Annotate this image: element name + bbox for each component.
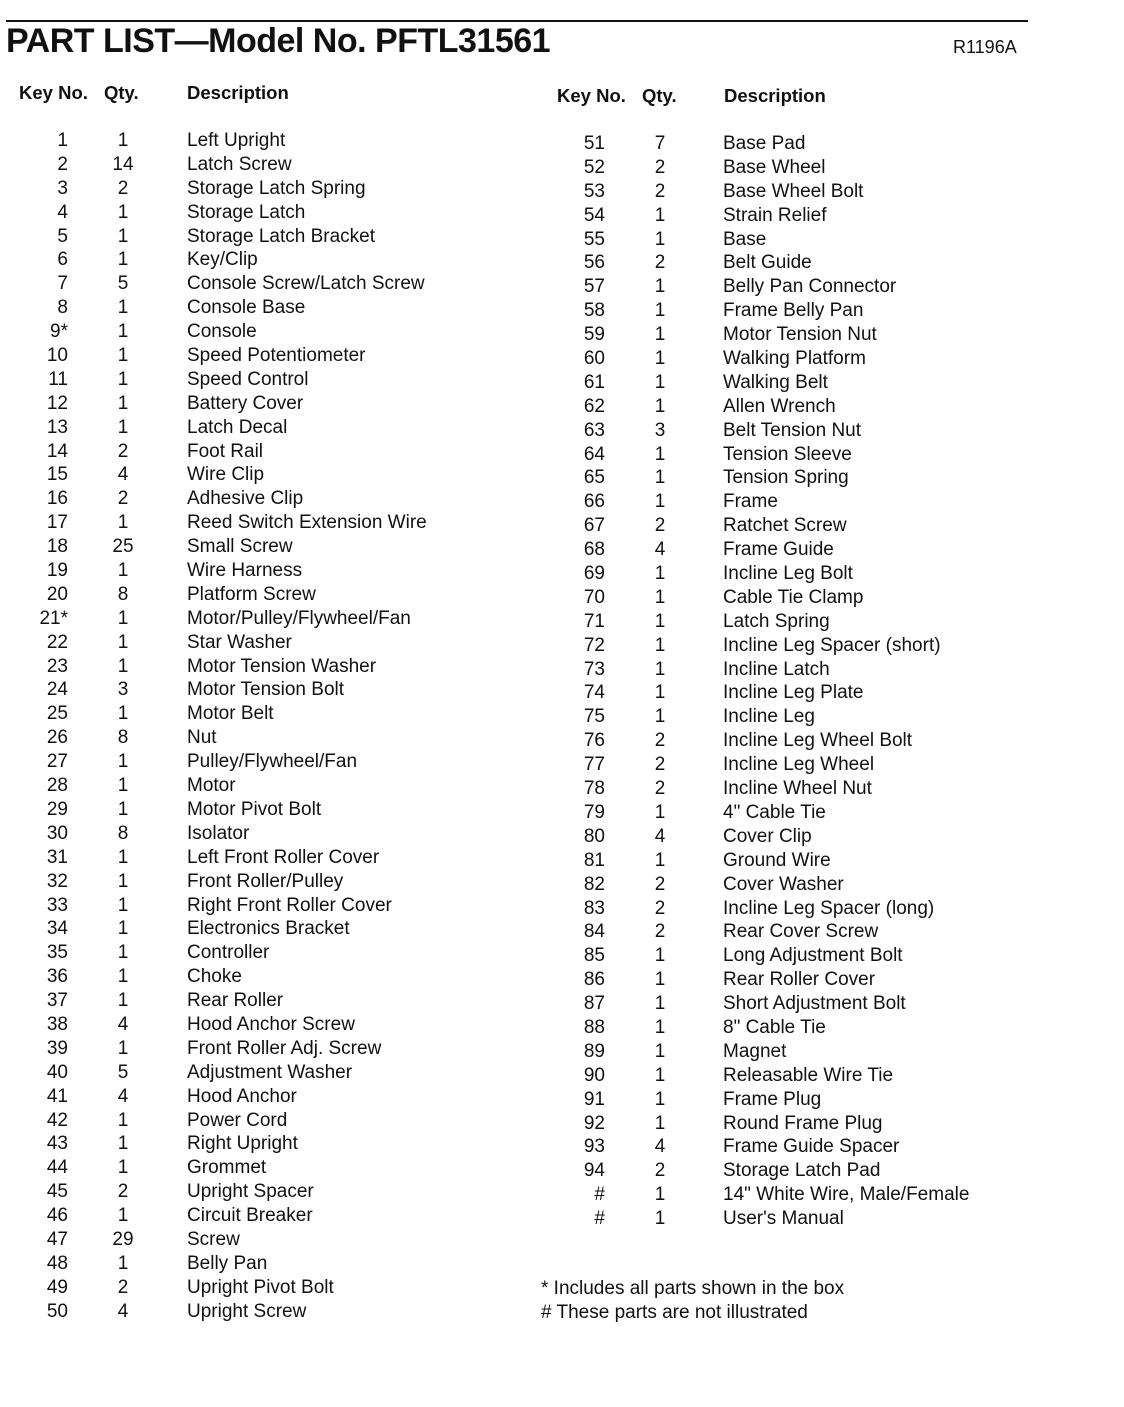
part-description: Belly Pan [187, 1252, 268, 1274]
part-qty: 4 [117, 1300, 129, 1322]
part-qty: 1 [117, 1037, 129, 1059]
part-key-no: 80 [583, 825, 605, 847]
part-key-no: 61 [583, 371, 605, 393]
part-key-no: 54 [583, 204, 605, 226]
part-description: Allen Wrench [723, 395, 836, 417]
part-key-no: 90 [583, 1064, 605, 1086]
part-key-no: 2 [57, 153, 68, 175]
part-qty: 4 [117, 1085, 129, 1107]
part-key-no: 51 [583, 133, 605, 154]
part-qty: 3 [654, 419, 666, 441]
part-qty: 7 [654, 133, 666, 154]
key-no-header: Key No. [557, 85, 626, 106]
part-description: Base Wheel Bolt [723, 180, 864, 202]
part-key-no: 68 [583, 539, 605, 561]
part-qty: 1 [654, 371, 666, 393]
part-key-no: 45 [46, 1181, 68, 1203]
part-description: Magnet [723, 1040, 787, 1062]
part-key-no: 69 [583, 563, 605, 585]
part-key-no: 21* [39, 607, 68, 629]
part-description: Frame Plug [723, 1088, 822, 1110]
part-key-no: 27 [46, 751, 68, 773]
part-qty: 2 [654, 873, 666, 895]
part-description: Upright Screw [187, 1300, 307, 1322]
part-description: Motor Pivot Bolt [187, 798, 322, 820]
part-qty: 2 [654, 515, 666, 537]
part-description: Pulley/Flywheel/Fan [187, 751, 358, 773]
part-qty: 1 [117, 249, 129, 271]
qty-header: Qty. [642, 85, 677, 106]
part-key-no: 59 [583, 324, 605, 346]
part-description: Incline Leg Spacer (short) [723, 634, 941, 656]
part-qty: 1 [117, 1205, 129, 1227]
part-qty: 1 [117, 345, 129, 367]
part-qty: 1 [654, 849, 666, 871]
part-key-no: 86 [583, 969, 605, 991]
part-qty: 1 [117, 894, 129, 916]
part-description: Rear Roller Cover [723, 969, 876, 991]
part-qty: 1 [117, 1109, 129, 1131]
part-key-no: 77 [583, 754, 605, 776]
part-description: Adhesive Clip [187, 488, 304, 510]
part-key-no: 50 [46, 1300, 68, 1322]
part-description: Motor Tension Nut [723, 324, 877, 346]
part-key-no: 78 [583, 778, 605, 800]
part-key-no: 91 [583, 1088, 605, 1110]
part-description: Incline Leg Bolt [723, 563, 853, 585]
part-key-no: 9* [50, 321, 68, 343]
part-description: Motor [187, 775, 236, 797]
part-key-no: 10 [46, 345, 68, 367]
part-key-no: 35 [46, 942, 68, 964]
part-description: Latch Decal [187, 416, 288, 438]
part-qty: 2 [654, 156, 666, 178]
part-description: Wire Harness [187, 560, 303, 582]
part-description: Small Screw [187, 536, 293, 558]
part-description: Wire Clip [187, 464, 265, 486]
part-description: Frame Guide [723, 539, 834, 561]
part-key-no: 70 [583, 586, 605, 608]
part-qty: 1 [654, 706, 666, 728]
footnote-asterisk: * Includes all parts shown in the box [541, 1278, 845, 1299]
part-description: Ground Wire [723, 849, 831, 871]
part-key-no: 31 [46, 846, 68, 868]
part-qty: 1 [117, 870, 129, 892]
part-description: Frame [723, 491, 778, 513]
part-key-no: 88 [583, 1016, 605, 1038]
part-qty: 1 [654, 563, 666, 585]
part-key-no: 17 [46, 512, 68, 534]
part-description: Releasable Wire Tie [723, 1064, 894, 1086]
part-key-no: 16 [46, 488, 68, 510]
part-qty: 1 [117, 297, 129, 319]
part-qty: 1 [654, 610, 666, 632]
part-description: Speed Control [187, 368, 309, 390]
part-key-no: 15 [46, 464, 68, 486]
part-qty: 1 [654, 1016, 666, 1038]
part-description: Latch Screw [187, 153, 292, 175]
part-description: Motor Tension Washer [187, 655, 377, 677]
part-key-no: 7 [57, 273, 68, 295]
part-key-no: 76 [583, 730, 605, 752]
part-key-no: 64 [583, 443, 605, 465]
part-description: Storage Latch Pad [723, 1160, 881, 1182]
part-qty: 1 [117, 1133, 129, 1155]
part-qty: 1 [654, 945, 666, 967]
part-qty: 1 [117, 416, 129, 438]
part-key-no: 48 [46, 1252, 68, 1274]
part-qty: 1 [117, 368, 129, 390]
part-qty: 1 [654, 993, 666, 1015]
part-qty: 1 [117, 392, 129, 414]
part-key-no: 82 [583, 873, 605, 895]
part-key-no: 65 [583, 467, 605, 489]
part-description: Incline Leg Plate [723, 682, 864, 704]
part-qty: 4 [117, 464, 129, 486]
page-title: PART LIST—Model No. PFTL31561 [6, 22, 551, 60]
part-description: Incline Leg Spacer (long) [723, 897, 935, 919]
part-qty: 1 [117, 1157, 129, 1179]
part-description: Key/Clip [187, 249, 258, 271]
part-key-no: 62 [583, 395, 605, 417]
part-qty: 1 [654, 204, 666, 226]
part-qty: 1 [654, 491, 666, 513]
part-key-no: 72 [583, 634, 605, 656]
part-qty: 4 [117, 1013, 129, 1035]
part-qty: 14 [112, 153, 134, 175]
part-description: Console Base [187, 297, 306, 319]
part-key-no: 6 [57, 249, 68, 271]
part-key-no: 83 [583, 897, 605, 919]
part-description: Nut [187, 727, 217, 749]
part-qty: 1 [654, 276, 666, 298]
part-qty: 1 [654, 658, 666, 680]
part-key-no: 42 [46, 1109, 68, 1131]
part-qty: 1 [117, 918, 129, 940]
part-description: Hood Anchor Screw [187, 1013, 355, 1035]
part-qty: 1 [654, 634, 666, 656]
part-key-no: 13 [46, 416, 68, 438]
part-description: Left Front Roller Cover [187, 846, 380, 868]
part-key-no: 14 [46, 440, 68, 462]
part-key-no: 73 [583, 658, 605, 680]
part-qty: 1 [654, 324, 666, 346]
part-qty: 2 [117, 1181, 129, 1203]
part-description: Belt Guide [723, 252, 812, 274]
part-qty: 25 [112, 536, 134, 558]
part-qty: 2 [117, 177, 129, 199]
part-qty: 1 [117, 560, 129, 582]
part-qty: 8 [117, 727, 129, 749]
part-description: Foot Rail [187, 440, 264, 462]
part-key-no: 38 [46, 1013, 68, 1035]
part-description: Circuit Breaker [187, 1205, 313, 1227]
part-qty: 1 [117, 631, 129, 653]
footnote-hash: # These parts are not illustrated [541, 1302, 808, 1323]
part-key-no: 33 [46, 894, 68, 916]
part-qty: 8 [117, 822, 129, 844]
part-qty: 1 [117, 751, 129, 773]
part-key-no: 41 [46, 1085, 68, 1107]
part-qty: 2 [654, 1160, 666, 1182]
part-description: Storage Latch Bracket [187, 225, 375, 247]
part-key-no: 28 [46, 775, 68, 797]
part-key-no: 43 [46, 1133, 68, 1155]
footnotes [541, 1277, 844, 1325]
part-qty: 1 [654, 395, 666, 417]
part-key-no: 81 [583, 849, 605, 871]
part-description: Power Cord [187, 1109, 288, 1131]
part-key-no: 60 [583, 348, 605, 370]
part-qty: 1 [117, 1252, 129, 1274]
part-qty: 1 [654, 467, 666, 489]
part-qty: 1 [117, 225, 129, 247]
part-key-no: 24 [46, 679, 68, 701]
part-description: Motor/Pulley/Flywheel/Fan [187, 607, 411, 629]
part-key-no: 25 [46, 703, 68, 725]
part-description: Controller [187, 942, 270, 964]
part-description: Console [187, 321, 257, 343]
part-qty: 1 [117, 775, 129, 797]
part-key-no: 66 [583, 491, 605, 513]
part-key-no: 12 [46, 392, 68, 414]
part-description: Front Roller/Pulley [187, 870, 344, 892]
part-qty: 2 [117, 1276, 129, 1298]
part-key-no: # [594, 1208, 605, 1230]
part-qty: 2 [117, 488, 129, 510]
part-qty: 1 [654, 801, 666, 823]
part-key-no: 36 [46, 966, 68, 988]
part-description: Walking Belt [723, 371, 828, 393]
part-description: Adjustment Washer [187, 1061, 353, 1083]
part-key-no: 19 [46, 560, 68, 582]
part-description: Star Washer [187, 631, 292, 653]
part-description: Reed Switch Extension Wire [187, 512, 427, 534]
part-key-no: 5 [57, 225, 68, 247]
part-qty: 1 [654, 586, 666, 608]
part-key-no: 23 [46, 655, 68, 677]
part-qty: 1 [117, 321, 129, 343]
part-description: Ratchet Screw [723, 515, 847, 537]
part-qty: 1 [117, 990, 129, 1012]
part-key-no: 40 [46, 1061, 68, 1083]
description-header: Description [187, 82, 289, 103]
part-key-no: 30 [46, 822, 68, 844]
part-key-no: 39 [46, 1037, 68, 1059]
part-description: Short Adjustment Bolt [723, 993, 906, 1015]
part-description: Right Upright [187, 1133, 298, 1155]
part-key-no: 79 [583, 801, 605, 823]
part-description: Rear Roller [187, 990, 284, 1012]
part-description: Console Screw/Latch Screw [187, 273, 425, 295]
part-key-no: 37 [46, 990, 68, 1012]
part-description: Tension Sleeve [723, 443, 852, 465]
part-key-no: 93 [583, 1136, 605, 1158]
part-description: Long Adjustment Bolt [723, 945, 903, 967]
part-description: Frame Guide Spacer [723, 1136, 900, 1158]
part-key-no: 74 [583, 682, 605, 704]
part-key-no: 1 [57, 130, 68, 151]
part-description: 14" White Wire, Male/Female [723, 1184, 970, 1206]
part-qty: 5 [117, 1061, 129, 1083]
part-description: User's Manual [723, 1208, 844, 1230]
part-key-no: 67 [583, 515, 605, 537]
part-description: Belt Tension Nut [723, 419, 862, 441]
part-description: Screw [187, 1228, 240, 1250]
part-key-no: 87 [583, 993, 605, 1015]
part-key-no: 89 [583, 1040, 605, 1062]
part-key-no: 26 [46, 727, 68, 749]
part-qty: 3 [117, 679, 129, 701]
part-qty: 1 [654, 1184, 666, 1206]
part-key-no: 11 [48, 368, 68, 390]
part-key-no: 22 [46, 631, 68, 653]
part-qty: 1 [654, 682, 666, 704]
part-key-no: 75 [583, 706, 605, 728]
part-key-no: 94 [583, 1160, 605, 1182]
part-description: Base Pad [723, 133, 806, 154]
part-description: Electronics Bracket [187, 918, 350, 940]
part-key-no: 20 [46, 583, 68, 605]
part-key-no: 57 [583, 276, 605, 298]
part-key-no: 3 [57, 177, 68, 199]
document-code: R1196A [953, 37, 1017, 57]
part-key-no: # [594, 1184, 605, 1206]
part-qty: 2 [654, 180, 666, 202]
part-key-no: 46 [46, 1205, 68, 1227]
part-description: Motor Tension Bolt [187, 679, 345, 701]
part-key-no: 53 [583, 180, 605, 202]
part-qty: 2 [654, 897, 666, 919]
part-description: Front Roller Adj. Screw [187, 1037, 382, 1059]
part-description: Choke [187, 966, 242, 988]
part-qty: 1 [117, 942, 129, 964]
part-description: Upright Pivot Bolt [187, 1276, 334, 1298]
part-description: Strain Relief [723, 204, 827, 226]
part-description: Grommet [187, 1157, 267, 1179]
part-qty: 8 [117, 583, 129, 605]
part-qty: 1 [654, 1112, 666, 1134]
part-description: Cover Clip [723, 825, 812, 847]
part-qty: 1 [117, 966, 129, 988]
part-qty: 1 [654, 300, 666, 322]
part-description: Walking Platform [723, 348, 866, 370]
part-description: Upright Spacer [187, 1181, 314, 1203]
part-qty: 1 [117, 130, 129, 151]
part-description: Cover Washer [723, 873, 844, 895]
part-key-no: 63 [583, 419, 605, 441]
part-key-no: 44 [46, 1157, 68, 1179]
part-description: Storage Latch [187, 201, 306, 223]
part-qty: 5 [117, 273, 129, 295]
part-qty: 1 [654, 443, 666, 465]
part-qty: 2 [654, 778, 666, 800]
part-key-no: 4 [57, 201, 68, 223]
part-qty: 1 [654, 1088, 666, 1110]
part-qty: 4 [654, 539, 666, 561]
part-description: Motor Belt [187, 703, 274, 725]
part-qty: 1 [654, 1064, 666, 1086]
part-key-no: 58 [583, 300, 605, 322]
part-qty: 1 [117, 798, 129, 820]
part-description: Tension Spring [723, 467, 849, 489]
part-qty: 1 [117, 703, 129, 725]
part-description: Incline Leg Wheel Bolt [723, 730, 913, 752]
part-key-no: 18 [46, 536, 68, 558]
part-qty: 2 [654, 754, 666, 776]
part-description: Right Front Roller Cover [187, 894, 392, 916]
part-key-no: 92 [583, 1112, 605, 1134]
part-qty: 1 [654, 969, 666, 991]
part-description: 8" Cable Tie [723, 1016, 826, 1038]
part-qty: 2 [654, 252, 666, 274]
part-key-no: 52 [583, 156, 605, 178]
part-qty: 4 [654, 825, 666, 847]
part-description: Platform Screw [187, 583, 316, 605]
part-qty: 1 [117, 201, 129, 223]
part-description: Speed Potentiometer [187, 345, 366, 367]
description-header: Description [724, 85, 826, 106]
part-qty: 2 [654, 730, 666, 752]
part-description: Cable Tie Clamp [723, 586, 864, 608]
part-qty: 1 [654, 348, 666, 370]
part-description: Base Wheel [723, 156, 826, 178]
part-qty: 2 [654, 921, 666, 943]
part-description: Rear Cover Screw [723, 921, 879, 943]
part-description: 4" Cable Tie [723, 801, 826, 823]
qty-header: Qty. [104, 82, 139, 103]
part-description: Storage Latch Spring [187, 177, 366, 199]
part-qty: 2 [117, 440, 129, 462]
part-description: Incline Leg Wheel [723, 754, 875, 776]
part-key-no: 29 [46, 798, 68, 820]
part-description: Latch Spring [723, 610, 830, 632]
part-description: Incline Leg [723, 706, 815, 728]
part-key-no: 84 [583, 921, 605, 943]
part-description: Isolator [187, 822, 250, 844]
part-key-no: 71 [583, 610, 605, 632]
part-qty: 1 [654, 228, 666, 250]
part-key-no: 49 [46, 1276, 68, 1298]
part-qty: 1 [654, 1040, 666, 1062]
part-description: Frame Belly Pan [723, 300, 864, 322]
part-description: Hood Anchor [187, 1085, 297, 1107]
part-key-no: 55 [583, 228, 605, 250]
part-description: Belly Pan Connector [723, 276, 897, 298]
part-qty: 1 [117, 846, 129, 868]
part-qty: 1 [117, 607, 129, 629]
key-no-header: Key No. [19, 82, 88, 103]
part-description: Left Upright [187, 130, 286, 151]
part-key-no: 8 [57, 297, 68, 319]
part-description: Battery Cover [187, 392, 304, 414]
part-description: Incline Wheel Nut [723, 778, 872, 800]
part-key-no: 32 [46, 870, 68, 892]
part-key-no: 47 [46, 1228, 68, 1250]
part-description: Base [723, 228, 767, 250]
part-description: Incline Latch [723, 658, 830, 680]
part-qty: 1 [117, 512, 129, 534]
part-key-no: 85 [583, 945, 605, 967]
part-qty: 1 [654, 1208, 666, 1230]
part-qty: 1 [117, 655, 129, 677]
part-qty: 29 [112, 1228, 134, 1250]
part-key-no: 56 [583, 252, 605, 274]
part-description: Round Frame Plug [723, 1112, 883, 1134]
part-key-no: 34 [46, 918, 68, 940]
part-qty: 4 [654, 1136, 666, 1158]
